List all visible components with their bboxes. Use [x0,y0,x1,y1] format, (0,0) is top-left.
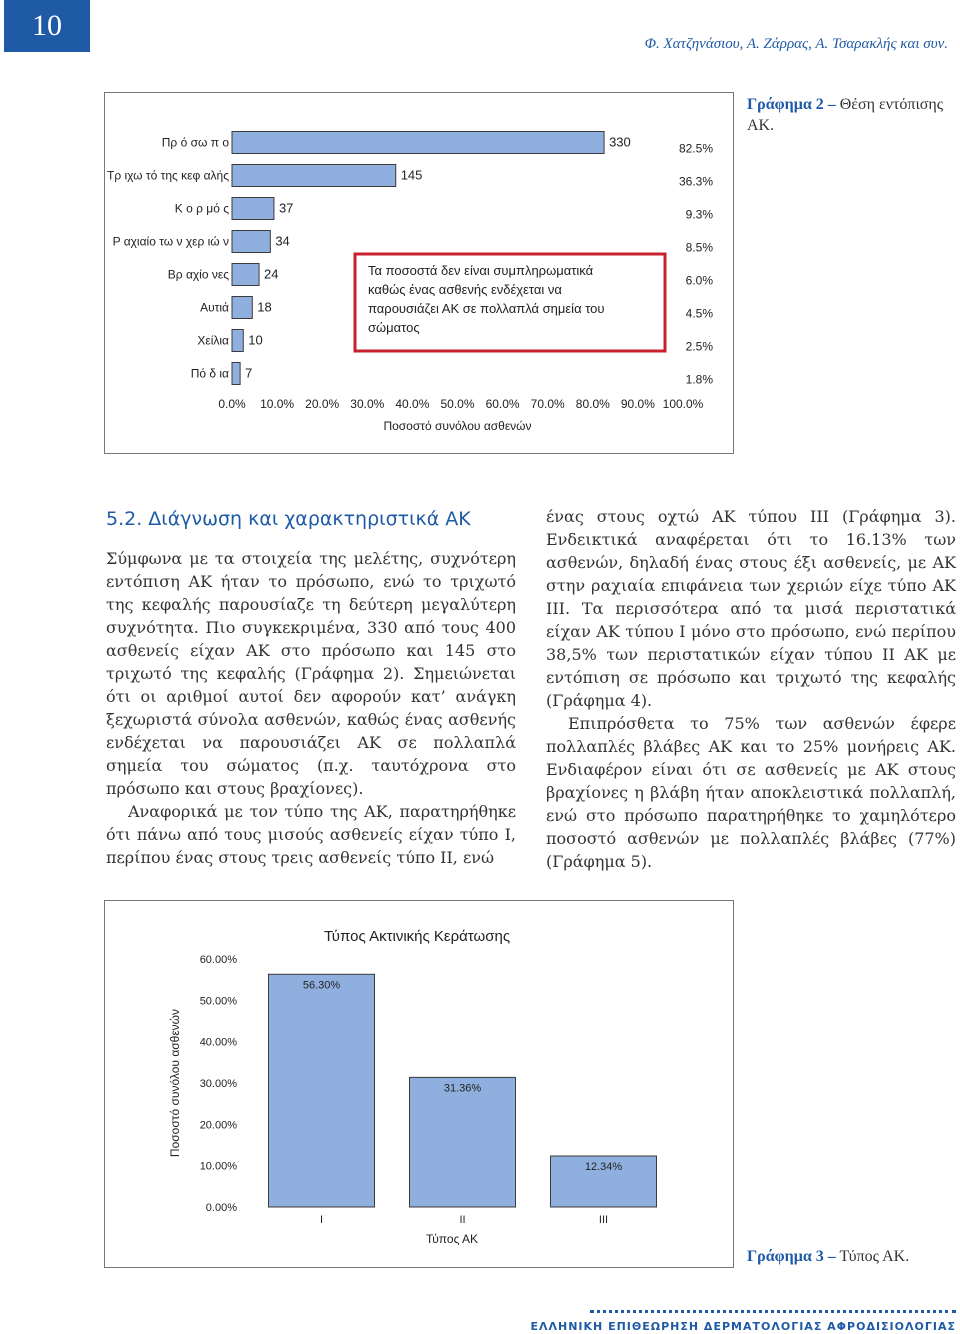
x-tick-label: 80.0% [575,397,610,411]
bar [410,1077,516,1207]
percent-label: 82.5% [678,141,713,156]
x-tick-label: 40.0% [395,397,430,411]
bar-count-label: 24 [264,266,279,282]
paragraph-right-1: ένας στους οχτώ ΑΚ τύπου ΙΙΙ (Γράφημα 3). Ενδεικτικά αναφέρεται ότι το 16.13% των ασθενών, δηλαδή ένας στους έξι ασθενείς, με ΑΚ στην ραχιαία επιφάνεια των χεριών είχε τύπο ΑΚ ΙΙΙ. Τα περισσότερα από τα μισά περιστατικά είχαν ΑΚ τύπου Ι μόνο στο πρόσωπο, ενώ περίπου 38,5% των περιστατικών είχαν τύπου ΙΙ ΑΚ με εντόπιση σε πρόσωπο και τριχωτό της κεφαλής (Γράφημα 4). [546,507,956,710]
annotation-line: σώματος [368,320,420,335]
x-tick-label: 20.0% [305,397,340,411]
bar-count-label: 7 [245,365,253,381]
percent-label: 6.0% [685,273,713,288]
figure-3-caption [747,1246,959,1267]
bar [232,264,259,286]
percent-label: 4.5% [685,306,713,321]
chart-title: Τύπος Ακτινικής Κεράτωσης [323,928,511,945]
figure-3-chart [104,900,734,1268]
x-tick-label: 60.0% [485,397,520,411]
bar-count-label: 10 [248,332,263,348]
paragraph-left-2: Αναφορικά με τον τύπο της ΑΚ, παρατηρήθηκε ότι πάνω από τους μισούς ασθενείς είχαν τύπο Ι, περίπου ένας στους τρεις ασθενείς τύπο ΙΙ, ενώ [106,802,516,867]
figure-2-caption-label: Γράφημα 2 – [747,96,836,113]
x-tick-label: I [319,1214,324,1226]
x-axis-label: Ποσοστό συνόλου ασθενών [383,419,532,433]
y-category-label: Ρ αχιαίο τω ν χερ ιώ ν [112,234,229,249]
bar [232,363,240,385]
footer-divider [590,1310,956,1313]
bar [232,132,604,154]
y-category-label: Χείλια [197,333,229,348]
figure-3-svg [105,901,733,1267]
y-category-label: Πό δ ια [190,366,229,381]
x-axis-label: Τύπος ΑΚ [425,1232,479,1246]
article-column-left [106,508,516,869]
bar [269,974,375,1207]
x-tick-label: III [598,1214,609,1226]
article-column-right [546,505,956,873]
bar [232,231,270,253]
y-category-label: Τρ ιχω τό της κεφ αλής [107,168,229,183]
y-category-label: Πρ ό σω π ο [161,135,229,150]
y-tick-label: 0.00% [205,1202,237,1214]
figure-2-caption-text: Θέση εντόπισης ΑΚ. [747,96,944,134]
percent-label: 2.5% [685,339,713,354]
figure-2-caption [747,94,959,136]
x-tick-label: 0.0% [218,397,246,411]
section-title: 5.2. Διάγνωση και χαρακτηριστικά ΑΚ [106,508,471,530]
y-tick-label: 50.00% [199,995,237,1008]
x-tick-label: 30.0% [350,397,385,411]
bar-value-label: 12.34% [584,1160,623,1173]
bar-count-label: 145 [400,167,423,183]
bar [232,330,243,352]
x-tick-label: 70.0% [530,397,565,411]
y-tick-label: 10.00% [199,1160,237,1173]
bar [232,165,396,187]
figure-3-caption-label: Γράφημα 3 – [747,1248,836,1265]
y-tick-label: 30.00% [199,1078,237,1090]
x-tick-label: 10.0% [260,397,295,411]
percent-label: 36.3% [678,174,713,189]
figure-3-caption-text: Τύπος ΑΚ. [839,1248,910,1265]
annotation-line: καθώς ένας ασθενής ενδέχεται να [368,282,562,297]
paragraph-left-1: Σύμφωνα με τα στοιχεία της μελέτης, συχνότερη εντόπιση ΑΚ ήταν το πρόσωπο, ενώ το τριχωτό της κεφαλής παρουσίαζε τη δεύτερη μεγαλύτερη συχνότητα. Πιο συγκεκριμένα, 330 από τους 400 ασθενείς είχαν ΑΚ στο πρόσωπο και 145 στο τριχωτό της κεφαλής (Γράφημα 2). Σημειώνεται ότι οι αριθμοί αυτοί δεν αφορούν κατ’ ανάγκη ξεχωριστά σύνολα ασθενών, καθώς ένας ασθενής ενδέχεται να παρουσιάζει ΑΚ σε πολλαπλά σημεία του σώματος (π.χ. ταυτόχρονα στο πρόσωπο και στους βραχίονες). [106,549,516,798]
bar-value-label: 31.36% [443,1082,482,1095]
paragraph-right-2: Επιπρόσθετα το 75% των ασθενών έφερε πολλαπλές βλάβες ΑΚ και το 25% μονήρεις ΑΚ. Ενδιαφέρον είναι ότι σε ασθενείς με ΑΚ στους βραχίονες η βλάβη ήταν αποκλειστικά πολλαπλή, ενώ στο πρόσωπο παρατηρήθηκε το χαμηλότερο ποσοστό ασθενών με πολλαπλές βλάβες (77%) (Γράφημα 5). [546,714,956,871]
y-category-label: Κ ο ρ μό ς [174,201,229,216]
y-tick-label: 60.00% [199,954,237,966]
figure-2-chart [104,92,734,454]
percent-label: 9.3% [685,207,713,222]
annotation-line: παρουσιάζει ΑΚ σε πολλαπλά σημεία του [368,301,605,316]
y-category-label: Βρ αχίο νες [167,267,229,282]
x-tick-label: 50.0% [440,397,475,411]
bar [232,198,274,220]
bar-count-label: 18 [257,299,272,315]
y-tick-label: 40.00% [199,1036,237,1049]
page-number: 10 [4,0,90,52]
bar-value-label: 56.30% [302,979,341,992]
y-axis-label: Ποσοστό συνόλου ασθενών [168,1008,182,1158]
figure-2-svg [105,93,733,453]
x-tick-label: 90.0% [620,397,655,411]
bar [232,297,252,319]
bar-count-label: 330 [609,134,631,150]
annotation-line: Τα ποσοστά δεν είναι συμπληρωματικά [368,263,594,278]
bar-count-label: 37 [278,200,294,216]
x-tick-label: II [459,1214,466,1226]
y-tick-label: 20.00% [199,1119,237,1132]
x-tick-label: 100.0% [662,397,704,411]
running-head: Φ. Χατζηνάσιου, Α. Ζάρρας, Α. Τσαρακλής και συν. [644,36,948,52]
percent-label: 1.8% [685,372,713,387]
journal-footer: ΕΛΛΗΝΙΚΗ ΕΠΙΘΕΩΡΗΣΗ ΔΕΡΜΑΤΟΛΟΓΙΑΣ ΑΦΡΟΔΙΣΙΟΛΟΓΙΑΣ [530,1320,956,1333]
y-category-label: Αυτιά [200,300,229,315]
bar-count-label: 34 [275,233,290,249]
percent-label: 8.5% [685,240,713,255]
